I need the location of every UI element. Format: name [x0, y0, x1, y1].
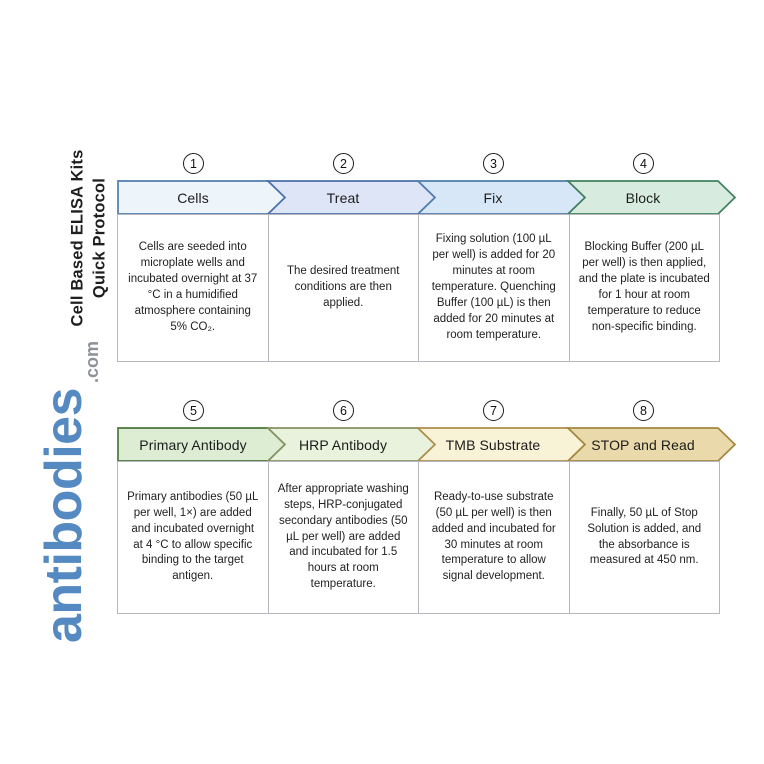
chevron-label-tmb-substrate: TMB Substrate	[445, 436, 541, 453]
page-title-line2: Quick Protocol	[91, 177, 109, 299]
step-description-cell-5	[118, 462, 269, 613]
step-number-badge-1	[183, 153, 204, 174]
step-number-badge-5	[183, 400, 204, 421]
brand-name: antibodies	[35, 387, 93, 644]
step-number-badge-4	[633, 153, 654, 174]
chevron-label-primary-antibody: Primary Antibody	[139, 436, 247, 453]
step-description-5: Primary antibodies (50 µL per well, 1×) are added and incubated overnight at 4 °C to allow specific binding to the target antigen.	[127, 490, 259, 583]
step-number-badge-3	[483, 153, 504, 174]
step-description-3: Fixing solution (100 µL per well) is added for 20 minutes at room temperature. Quenching Buffer (100 µL) is then added for 20 minutes at room temperature.	[431, 233, 556, 341]
step-description-1: Cells are seeded into microplate wells and incubated overnight at 37 °C in a humidified atmosphere containing 5% CO₂.	[128, 241, 258, 333]
step-number-4: 4	[640, 156, 647, 171]
step-description-7: Ready-to-use substrate (50 µL per well) is then added and incubated for 30 minutes at room temperature to allow signal development.	[431, 490, 556, 583]
chevron-label-block: Block	[625, 189, 661, 206]
chevron-label-cells: Cells	[177, 189, 209, 206]
step-number-8: 8	[640, 403, 647, 418]
chevron-label-treat: Treat	[326, 189, 360, 206]
protocol-row-1	[117, 153, 757, 361]
step-description-cell-4	[570, 215, 720, 361]
description-grid-row-1	[117, 214, 720, 362]
step-number-badge-8	[633, 400, 654, 421]
brand-domain-suffix: .com	[82, 340, 102, 383]
step-description-cell-8	[570, 462, 720, 613]
step-description-cell-2	[269, 215, 420, 361]
step-description-cell-3	[419, 215, 570, 361]
step-description-cell-7	[419, 462, 570, 613]
protocol-row-2	[117, 400, 757, 613]
step-number-badge-6	[333, 400, 354, 421]
step-description-6: After appropriate washing steps, HRP-conjugated secondary antibodies (50 µL per well) are added and incubated for 1.5 hours at room temperature.	[277, 482, 409, 591]
chevron-label-fix: Fix	[483, 189, 503, 206]
step-description-8: Finally, 50 µL of Stop Solution is added, and the absorbance is measured at 450 nm.	[587, 506, 702, 567]
step-number-7: 7	[490, 403, 497, 418]
chevron-label-hrp-antibody: HRP Antibody	[298, 436, 388, 453]
description-grid-row-2	[117, 461, 720, 614]
step-number-6: 6	[340, 403, 347, 418]
step-number-badge-2	[333, 153, 354, 174]
step-number-5: 5	[190, 403, 197, 418]
page-title-line1: Cell Based ELISA Kits	[68, 149, 87, 327]
page-title	[67, 150, 112, 327]
step-description-2: The desired treatment conditions are then applied.	[286, 265, 400, 309]
step-description-cell-6	[269, 462, 420, 613]
step-number-2: 2	[340, 156, 347, 171]
step-description-cell-1	[118, 215, 269, 361]
chevron-label-stop-and-read: STOP and Read	[591, 436, 695, 453]
step-description-4: Blocking Buffer (200 µL per well) is then applied, and the plate is incubated for 1 hour at room temperature to reduce non-specific binding.	[578, 241, 710, 333]
step-number-badge-7	[483, 400, 504, 421]
step-number-1: 1	[190, 156, 197, 171]
step-number-3: 3	[490, 156, 497, 171]
brand-logo	[34, 340, 102, 644]
